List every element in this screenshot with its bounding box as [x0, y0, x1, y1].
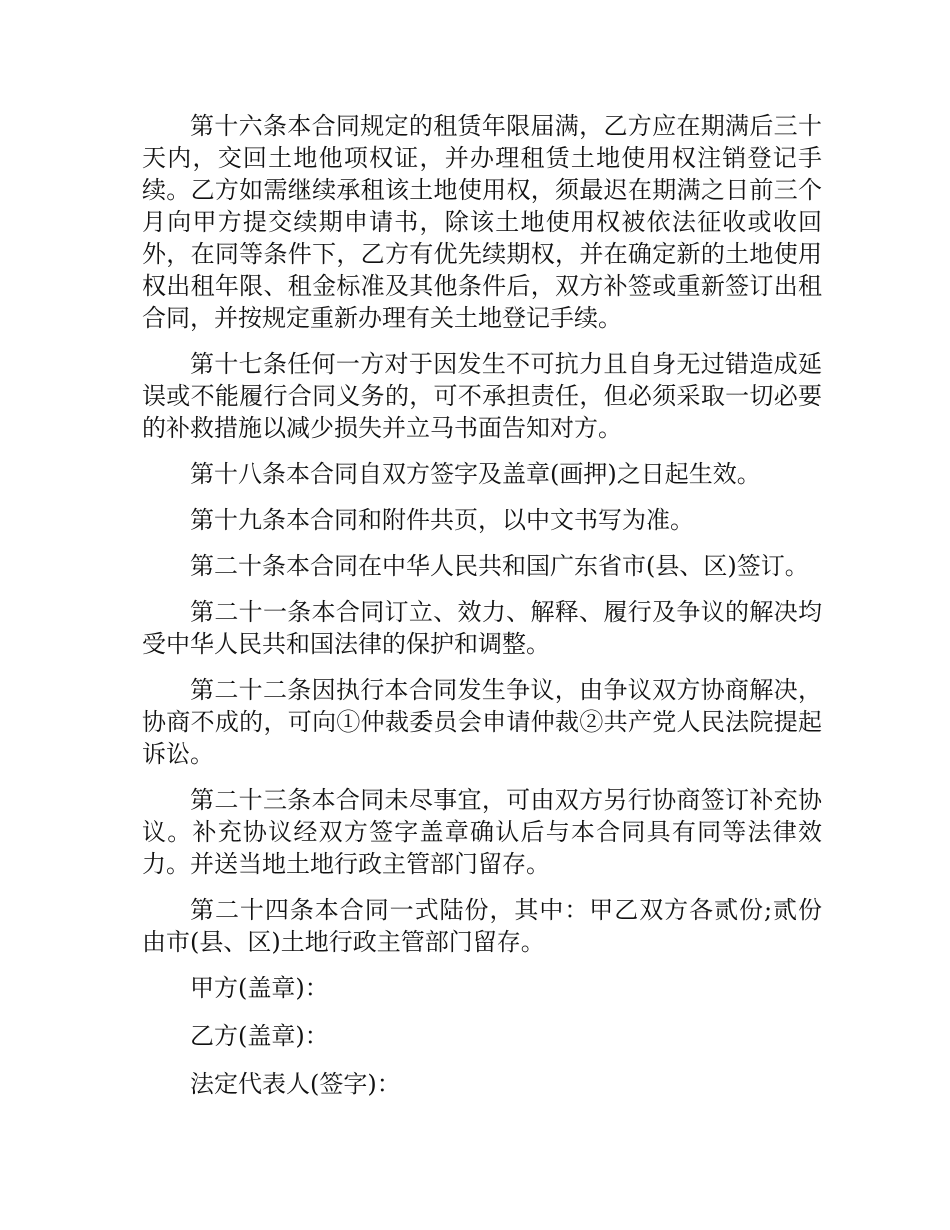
clause-20: 第二十条本合同在中华人民共和国广东省市(县、区)签订。 [190, 552, 809, 580]
clause-19: 第十九条本合同和附件共页，以中文书写为准。 [190, 506, 694, 534]
clause-16: 第十六条本合同规定的租赁年限届满，乙方应在期满后三十天内，交回土地他项权证，并办理租赁土地使用权注销登记手续。乙方如需继续承租该土地使用权，须最迟在期满之日前三个月向甲方提交续期申请书，除该土地使用权被依法征收或收回外，在同等条件下，乙方有优先续期权，并在确定新的土地使用权出租年限、租金标准及其他条件后，双方补签或重新签订出租合同，并按规定重新办理有关土地登记手续。 [142, 112, 822, 332]
party-b-seal-line: 乙方(盖章)： [190, 1022, 329, 1050]
clause-21: 第二十一条本合同订立、效力、解释、履行及争议的解决均受中华人民共和国法律的保护和调整。 [142, 598, 822, 658]
party-a-seal-line: 甲方(盖章)： [190, 974, 329, 1002]
clause-24: 第二十四条本合同一式陆份，其中：甲乙双方各贰份;贰份由市(县、区)土地行政主管部门留存。 [142, 896, 822, 956]
clause-17: 第十七条任何一方对于因发生不可抗力且自身无过错造成延误或不能履行合同义务的，可不承担责任，但必须采取一切必要的补救措施以减少损失并立马书面告知对方。 [142, 350, 822, 442]
clause-22: 第二十二条因执行本合同发生争议，由争议双方协商解决，协商不成的，可向①仲裁委员会申请仲裁②共产党人民法院提起诉讼。 [142, 676, 822, 768]
legal-representative-signature-line: 法定代表人(签字)： [190, 1070, 401, 1098]
clause-23: 第二十三条本合同未尽事宜，可由双方另行协商签订补充协议。补充协议经双方签字盖章确认后与本合同具有同等法律效力。并送当地土地行政主管部门留存。 [142, 786, 822, 878]
document-page [142, 110, 822, 1116]
clause-18: 第十八条本合同自双方签字及盖章(画押)之日起生效。 [190, 460, 761, 488]
